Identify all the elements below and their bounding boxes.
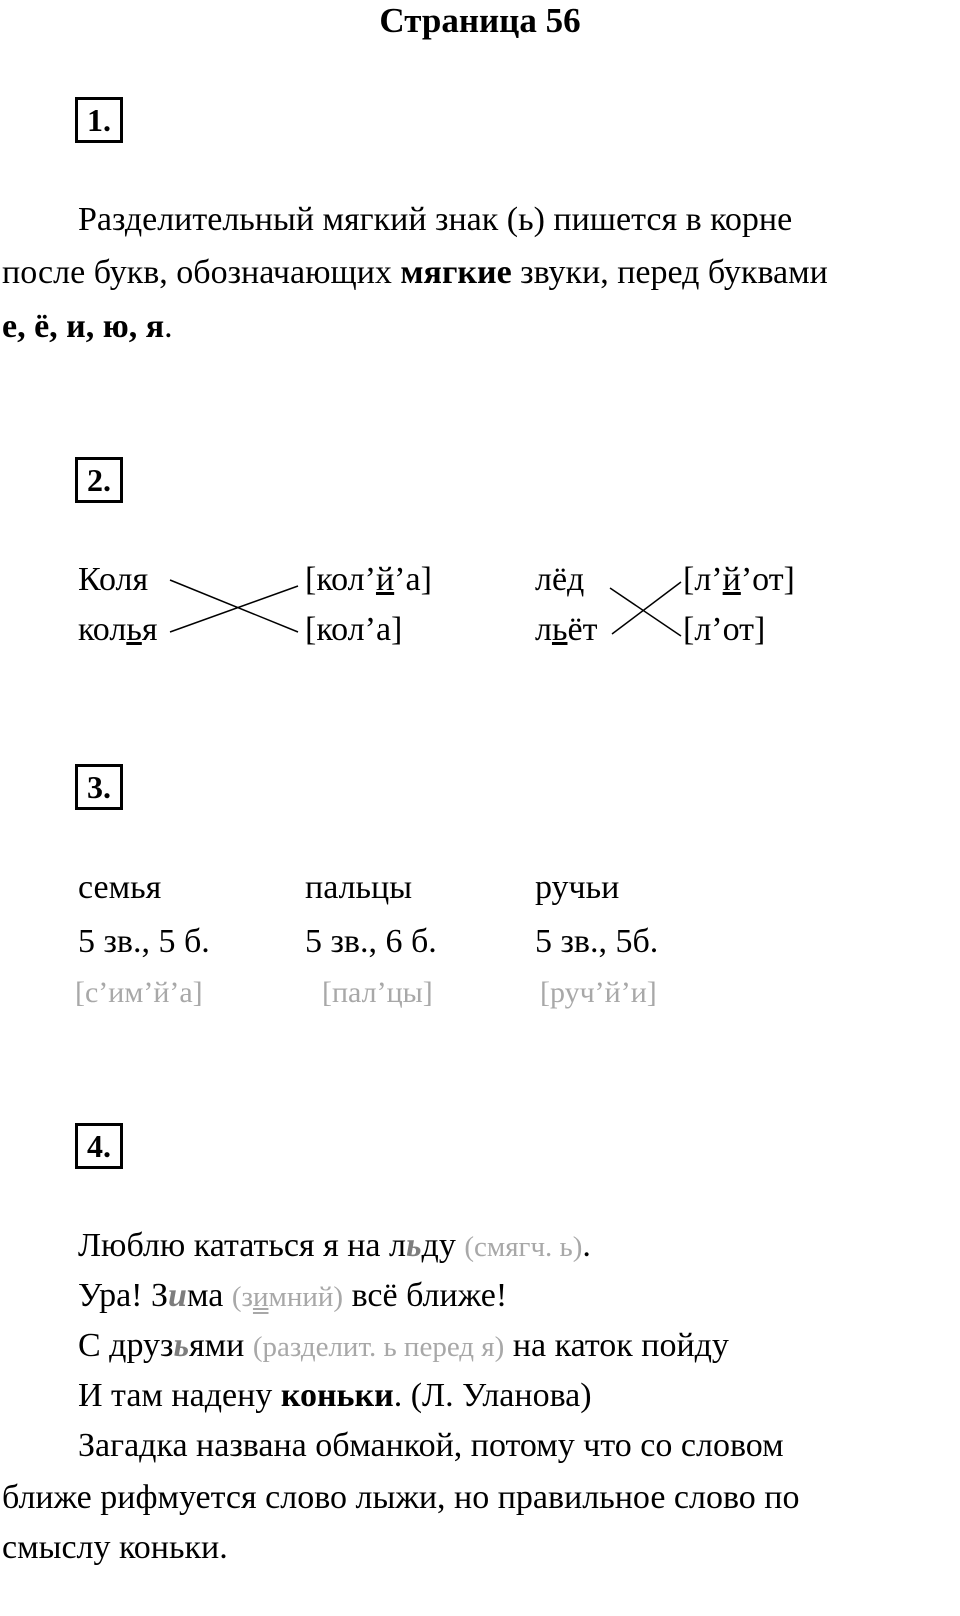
task-1-text: звуки, перед буквами — [511, 254, 828, 291]
word-led: лёд — [535, 561, 585, 598]
hint-part: мний) — [268, 1281, 344, 1313]
transcription-part: [л’ — [683, 561, 723, 598]
word-part: кол — [78, 611, 127, 648]
highlighted-letter: и — [168, 1277, 187, 1314]
transcription-part: [кол’ — [305, 561, 376, 598]
bold-word: коньки — [280, 1377, 394, 1414]
transcription-semya: [с’им’й’а] — [75, 976, 203, 1009]
task-3-number: 3. — [75, 764, 123, 810]
word-kolya: Коля — [78, 561, 149, 598]
highlighted-letter: ь — [173, 1327, 190, 1364]
poem-line-1 — [78, 1226, 591, 1267]
word-semya: семья — [78, 869, 162, 906]
poem-text: С друз — [78, 1327, 174, 1364]
match-line-1 — [170, 580, 298, 632]
hint-part: (з — [231, 1281, 253, 1313]
underlined-letter: ь — [126, 611, 142, 648]
transcription-part: ’от] — [740, 561, 795, 598]
match-line-4 — [612, 582, 681, 634]
poem-line-4 — [78, 1376, 592, 1417]
task-4-number: 4. — [75, 1123, 123, 1169]
transcription-paltsy: [пал’цы] — [322, 976, 433, 1009]
poem-text: всё ближе! — [343, 1277, 508, 1314]
underlined-letter: й — [722, 561, 741, 598]
poem-text: ями — [189, 1327, 253, 1364]
poem-text: на каток пойду — [504, 1327, 729, 1364]
word-part: л — [535, 611, 552, 648]
poem-text: Люблю кататься я на л — [78, 1227, 406, 1264]
task-1-text: . — [164, 308, 173, 345]
explanation-line-1: Загадка названа обманкой, потому что со словом — [78, 1427, 784, 1464]
match-line-3 — [610, 588, 681, 636]
explanation-line-3: смыслу коньки. — [2, 1529, 228, 1566]
transcription-4: [л’от] — [683, 611, 766, 648]
task-1-text: после букв, обозначающих — [2, 254, 401, 291]
poem-text: Ура! З — [78, 1277, 169, 1314]
underlined-letter: ь — [551, 611, 568, 648]
word-part: я — [141, 611, 158, 648]
page-title: Страница 56 — [379, 1, 581, 40]
count-semya: 5 зв., 5 б. — [78, 923, 210, 960]
task-1-bold-word: мягкие — [400, 254, 512, 291]
task-1-bold-letters: е, ё, и, ю, я — [2, 308, 165, 345]
underlined-letter: й — [375, 561, 395, 598]
hint-underlined-letter: и — [252, 1281, 269, 1313]
transcription-2: [кол’а] — [305, 611, 403, 648]
match-line-2 — [170, 586, 298, 632]
poem-line-2 — [78, 1276, 507, 1317]
task-1-number: 1. — [75, 97, 123, 143]
poem-text: ду — [421, 1227, 465, 1264]
grammar-hint: (разделит. ь перед я) — [252, 1331, 505, 1363]
poem-text: И там надену — [78, 1377, 281, 1414]
grammar-hint — [232, 1281, 343, 1313]
grammar-hint: (смягч. ь) — [464, 1231, 583, 1263]
transcription-part: ’а] — [394, 561, 432, 598]
poem-text: . (Л. Уланова) — [393, 1377, 592, 1414]
poem-text: ма — [186, 1277, 232, 1314]
poem-text: . — [582, 1227, 591, 1264]
word-ruchyi: ручьи — [535, 869, 620, 906]
transcription-ruchyi: [руч’й’и] — [540, 976, 657, 1009]
explanation-line-2: ближе рифмуется слово лыжи, но правильное слово по — [2, 1479, 800, 1516]
poem-line-3 — [78, 1326, 729, 1367]
task-1-line-1: Разделительный мягкий знак (ь) пишется в корне — [78, 201, 793, 238]
task-2-number: 2. — [75, 457, 123, 503]
word-paltsy: пальцы — [305, 869, 413, 906]
count-ruchyi: 5 зв., 5б. — [535, 923, 659, 960]
count-paltsy: 5 зв., 6 б. — [305, 923, 437, 960]
highlighted-letter: ь — [405, 1227, 422, 1264]
word-part: ёт — [567, 611, 598, 648]
